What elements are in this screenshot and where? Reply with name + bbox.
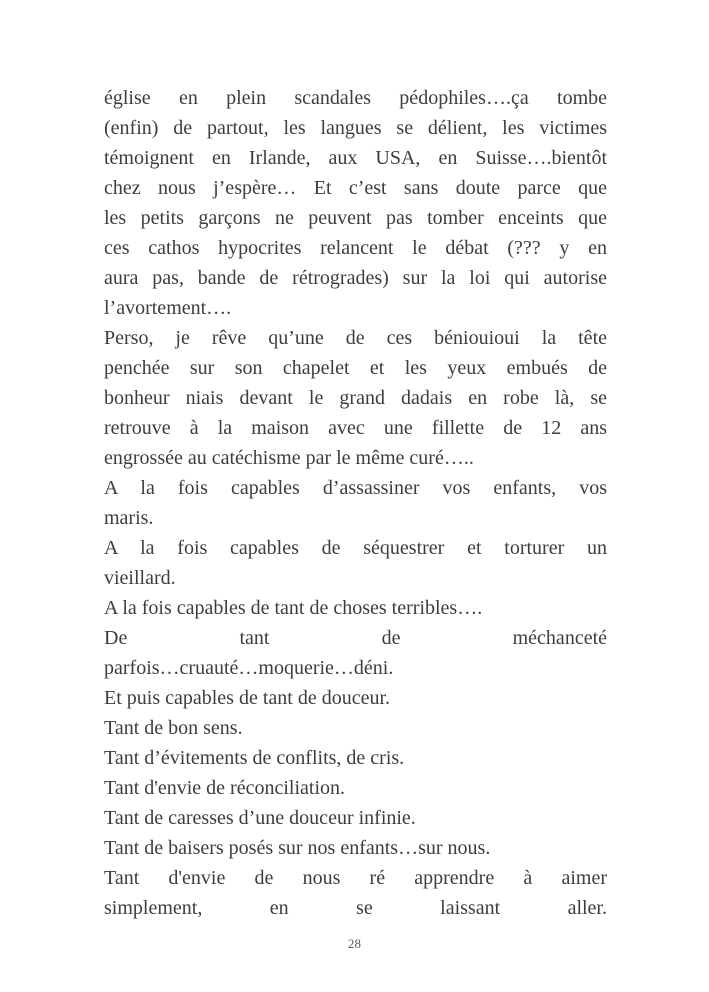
text-line: aura pas, bande de rétrogrades) sur la loi qui autorise [104, 267, 607, 289]
paragraph [104, 533, 607, 593]
text-line: penchée sur son chapelet et les yeux embués de [104, 357, 607, 379]
text-line: parfois…cruauté…moquerie…déni. [104, 657, 394, 679]
text-line: Tant d'envie de nous ré apprendre à aimer [104, 867, 607, 889]
page-text [104, 83, 607, 923]
text-line: Tant d’évitements de conflits, de cris. [104, 747, 405, 769]
paragraph [104, 623, 607, 683]
paragraph [104, 833, 607, 863]
text-line: De tant de méchanceté [104, 627, 607, 649]
paragraph [104, 83, 607, 323]
text-line: Et puis capables de tant de douceur. [104, 687, 391, 709]
text-line: l’avortement…. [104, 297, 232, 319]
text-line: maris. [104, 507, 154, 529]
text-line: retrouve à la maison avec une fillette de 12 ans [104, 417, 607, 439]
text-line: Tant d'envie de réconciliation. [104, 777, 345, 799]
text-line: Tant de caresses d’une douceur infinie. [104, 807, 416, 829]
paragraph [104, 713, 607, 743]
paragraph [104, 683, 607, 713]
text-line: vieillard. [104, 567, 176, 589]
paragraph [104, 773, 607, 803]
text-line: engrossée au catéchisme par le même curé….. [104, 447, 474, 469]
text-line: simplement, en se laissant aller. [104, 897, 607, 919]
text-line: témoignent en Irlande, aux USA, en Suisse….bientôt [104, 147, 607, 169]
paragraph [104, 863, 607, 923]
text-line: ces cathos hypocrites relancent le débat (??? y en [104, 237, 607, 259]
text-line: bonheur niais devant le grand dadais en robe là, se [104, 387, 607, 409]
paragraph [104, 803, 607, 833]
text-line: (enfin) de partout, les langues se délient, les victimes [104, 117, 607, 139]
paragraph [104, 323, 607, 473]
text-line: Tant de baisers posés sur nos enfants…sur nous. [104, 837, 491, 859]
paragraph [104, 743, 607, 773]
text-line: Tant de bon sens. [104, 717, 243, 739]
text-line: église en plein scandales pédophiles….ça tombe [104, 87, 607, 109]
text-line: les petits garçons ne peuvent pas tomber enceints que [104, 207, 607, 229]
paragraph [104, 473, 607, 533]
text-line: A la fois capables d’assassiner vos enfants, vos [104, 477, 607, 499]
page-number: 28 [348, 936, 361, 951]
text-line: Perso, je rêve qu’une de ces béniouioui la tête [104, 327, 607, 349]
text-line: A la fois capables de tant de choses terribles…. [104, 597, 483, 619]
text-line: chez nous j’espère… Et c’est sans doute parce que [104, 177, 607, 199]
paragraph [104, 593, 607, 623]
text-line: A la fois capables de séquestrer et torturer un [104, 537, 607, 559]
